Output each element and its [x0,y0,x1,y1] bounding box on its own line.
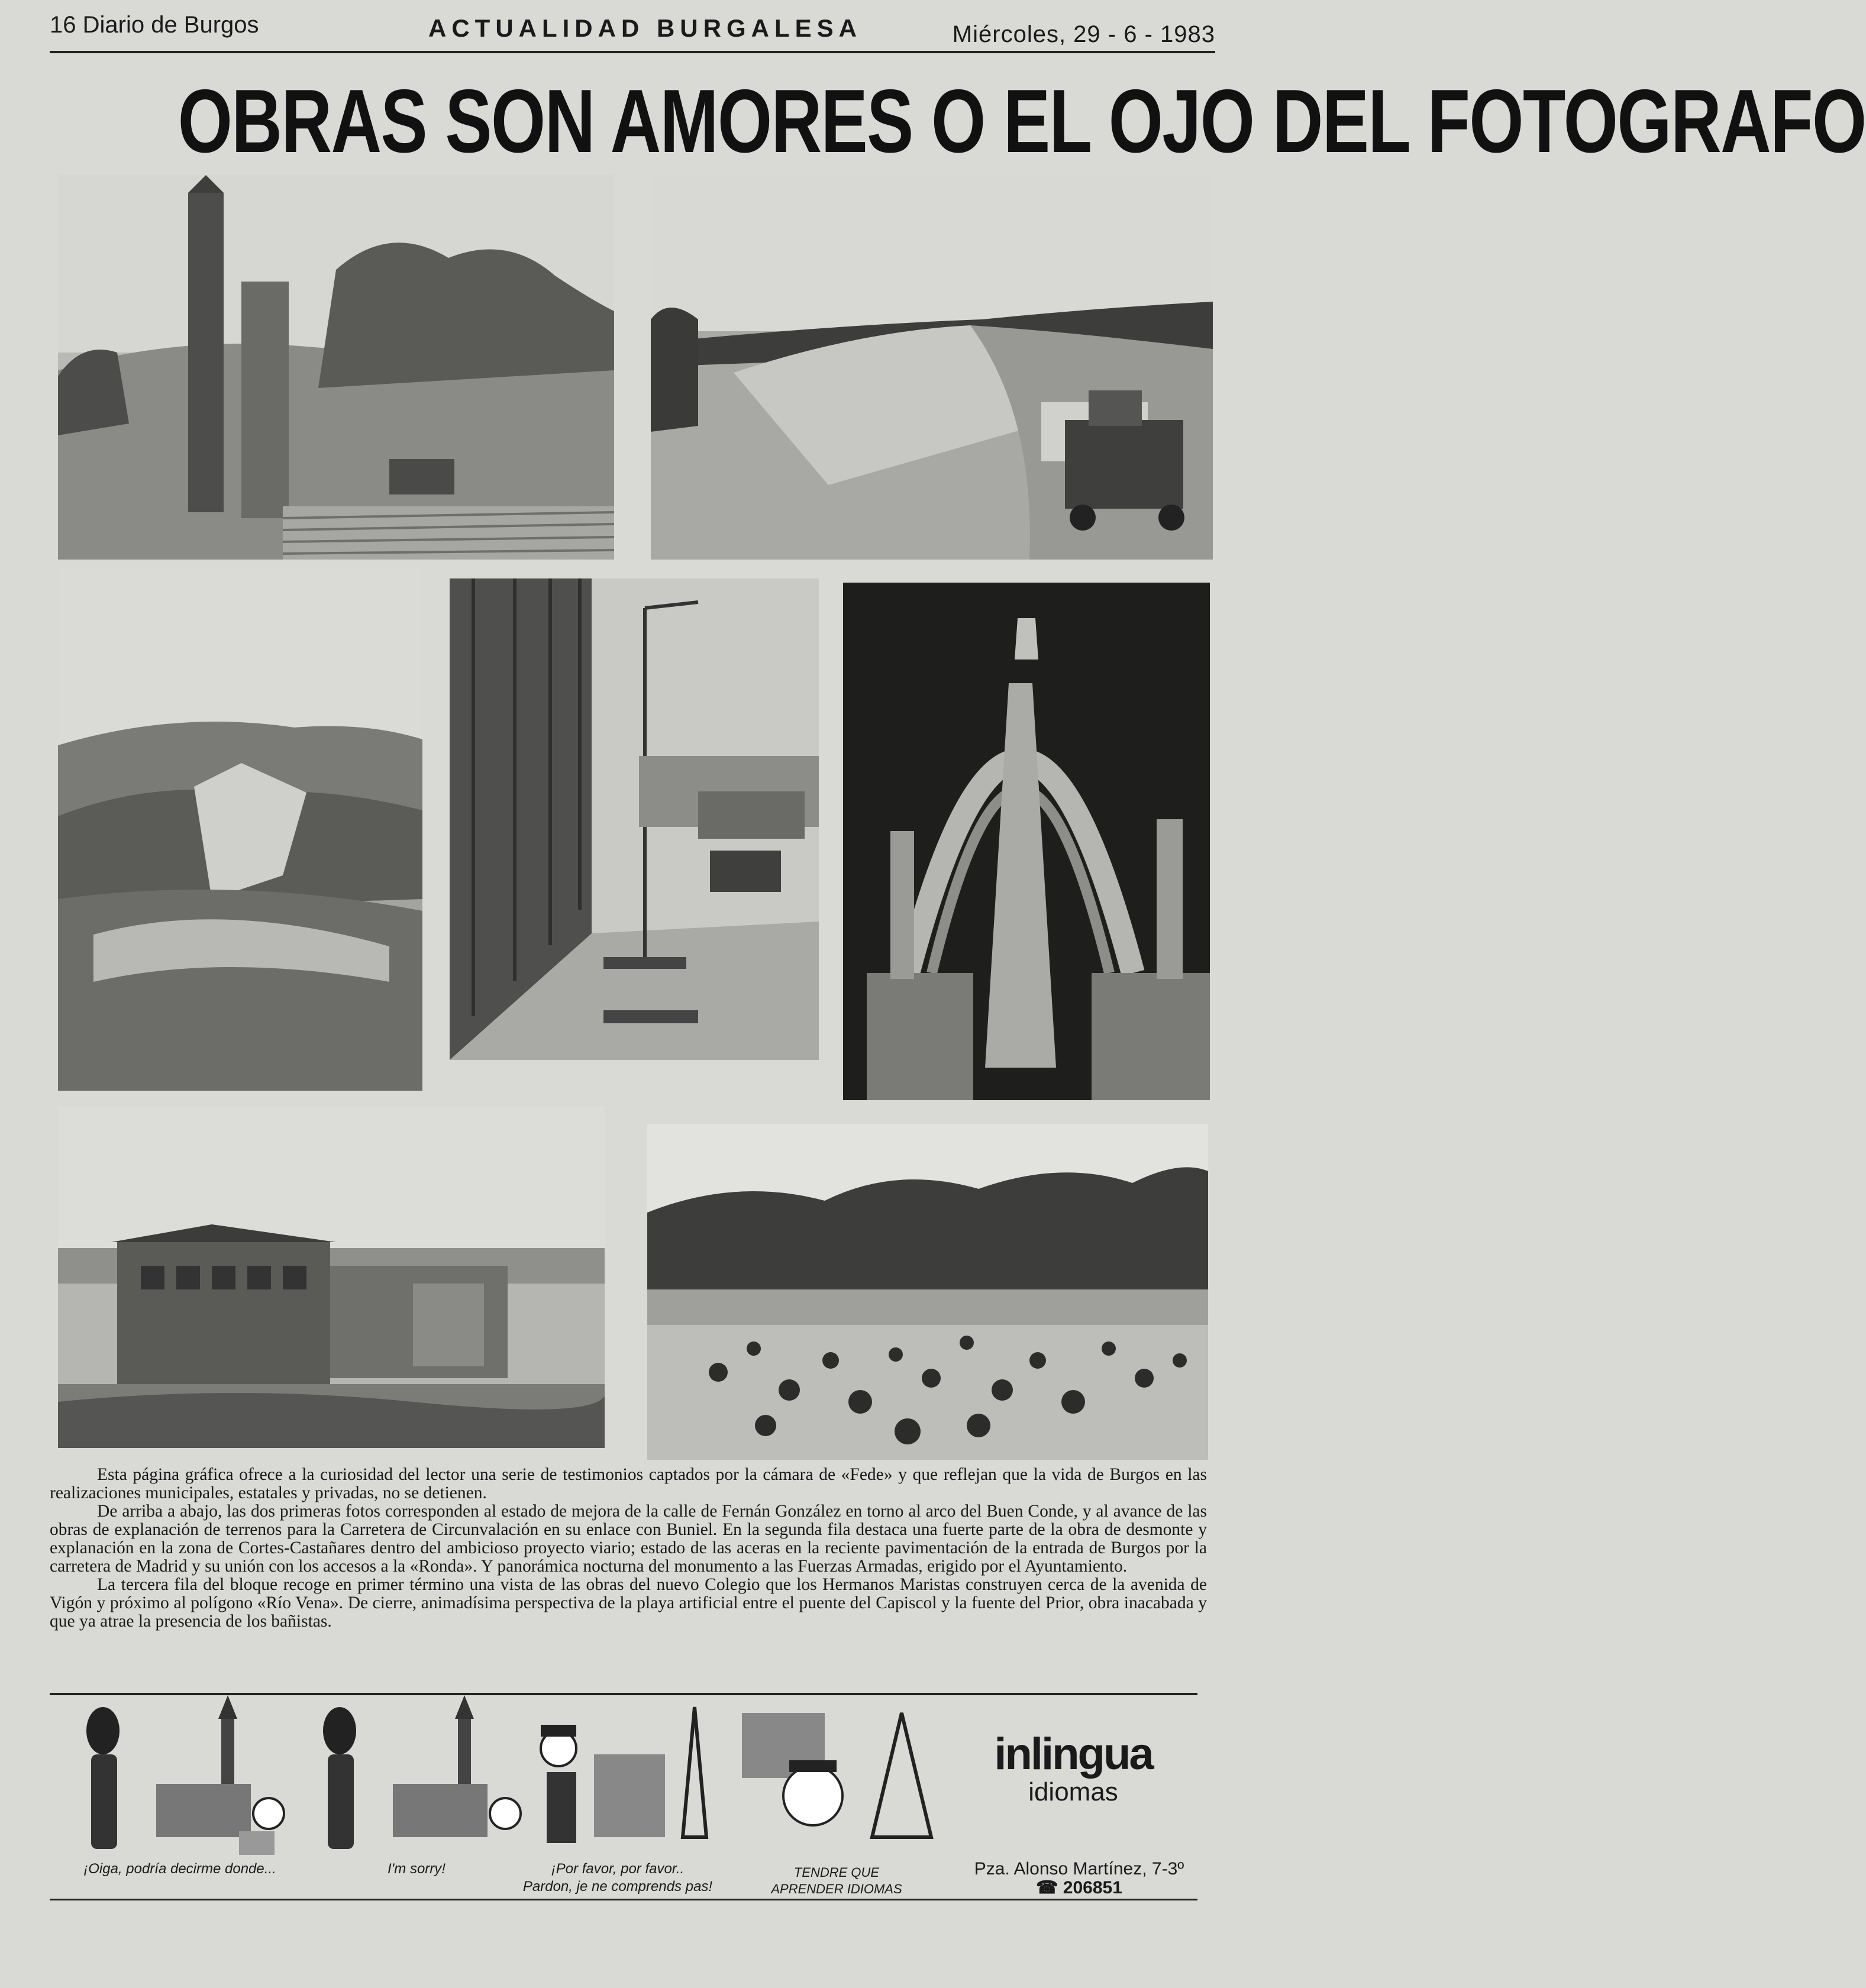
article-paragraph: De arriba a abajo, las dos primeras fotos corresponden al estado de mejora de la calle de Fernán González en torno al arco del Buen Conde, y al avance de las obras de explanación de terrenos para la Carretera de Circunvalación en su enlace con Buniel. En la segunda fila destaca una fuerte parte de la obra de desmonte y explanación en la zona de Cortes-Castañares dentro del ambicioso proyecto viario; estado de las aceras en la reciente pavimentación de la entrada de Burgos por la carretera de Madrid y su unión con los accesos a la «Ronda». Y panorámica nocturna del monumento a las Fuerzas Armadas, erigido por el Ayuntamiento. [50,1502,1207,1576]
article-body [50,1466,1207,1631]
advert-caption-2: I'm sorry! [388,1861,445,1877]
header-rule [50,51,1215,53]
article-paragraph: La tercera fila del bloque recoge en primer término una vista de las obras del nuevo Colegio que los Hermanos Maristas construyen cerca de la avenida de Vigón y próximo al polígono «Río Vena». De cierre, animadísima perspectiva de la playa artificial entre el puente del Capiscol y la fuente del Prior, obra inacabada y que ya atrae la presencia de los bañistas. [50,1575,1207,1631]
section-title: ACTUALIDAD BURGALESA [428,14,862,42]
advert-caption-5: TENDRE QUE [793,1865,880,1880]
advert-address: Pza. Alonso Martínez, 7-3º [974,1859,1184,1879]
advert-caption-4: Pardon, je ne comprends pas! [522,1879,713,1895]
article-paragraph: Esta página gráfica ofrece a la curiosidad del lector una serie de testimonios captados por la cámara de «Fede» y que reflejan que la vida de Burgos en las realizaciones municipales, estatales y privadas, no se detienen. [50,1465,1207,1502]
inlingua-advert [50,1695,1197,1899]
photo-colegio-maristas [58,1106,605,1448]
advert-phone: ☎ 206851 [1036,1878,1122,1898]
advert-caption-3: ¡Por favor, por favor.. [551,1861,685,1877]
issue-date: Miércoles, 29 - 6 - 1983 [952,21,1215,47]
photo-desmonte-cortes-castanares [58,568,422,1091]
page-header [50,7,1215,49]
advert-caption-6: APRENDER IDIOMAS [771,1882,902,1896]
photo-playa-artificial-bañistas [647,1124,1208,1460]
headline: OBRAS SON AMORES O EL OJO DEL FOTOGRAFO [177,71,1866,172]
brand-name: inlingua [994,1729,1152,1779]
advert-caption-1: ¡Oiga, podría decirme donde... [83,1861,276,1877]
photo-arco-buen-conde [58,175,614,560]
photo-circunvalacion-buniel [651,177,1213,560]
page-number-paper-name: 16 Diario de Burgos [50,12,259,38]
photo-acera-carretera-madrid [450,578,819,1060]
photo-monumento-fuerzas-armadas [843,583,1210,1100]
brand-subtitle: idiomas [1028,1777,1118,1806]
inlingua-brand [955,1731,1192,1806]
advert-bottom-rule [50,1899,1197,1900]
